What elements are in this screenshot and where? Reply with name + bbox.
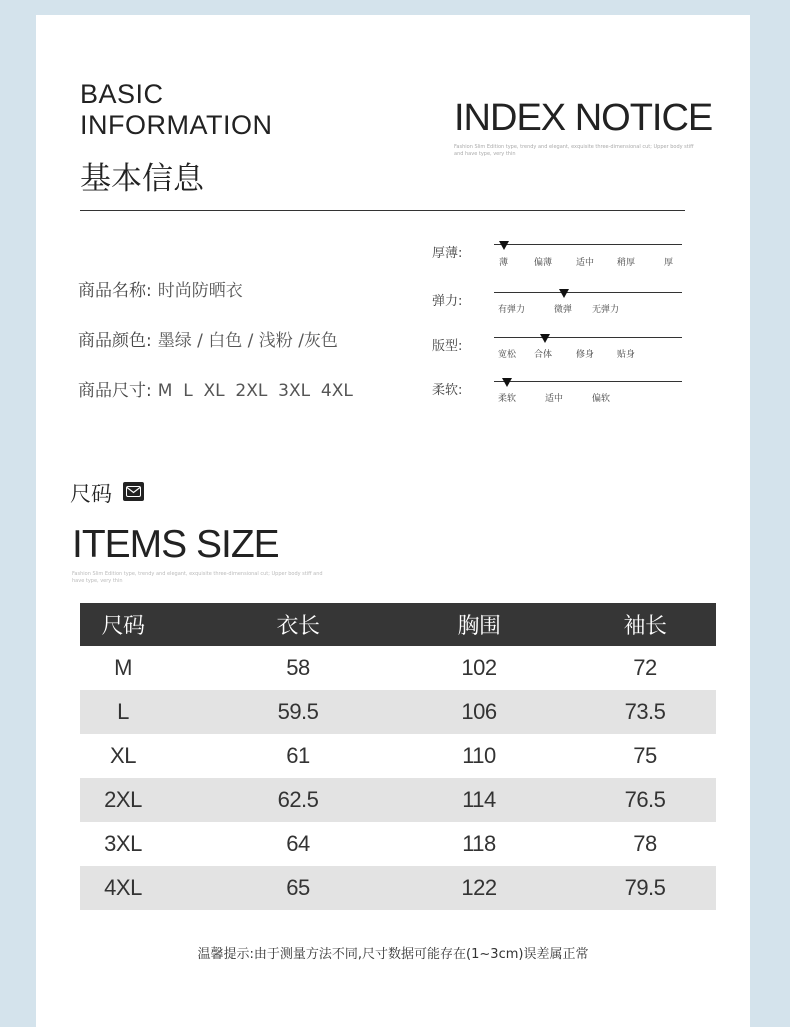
table-cell: 2XL	[104, 787, 142, 812]
indicator-softness-option: 柔软	[498, 394, 517, 404]
indicator-elasticity-marker	[559, 289, 569, 298]
indicator-elasticity-option: 微弹	[554, 305, 573, 315]
table-cell: 72	[633, 655, 657, 680]
indicator-elasticity-option: 有弹力	[498, 305, 526, 315]
table-cell: M	[114, 655, 132, 680]
table-cell: XL	[110, 743, 136, 768]
indicator-elasticity-scale	[494, 292, 682, 293]
header-cell: 尺码	[101, 614, 145, 639]
table-cell: 73.5	[624, 699, 666, 724]
basic-info-title-en: BASIC INFORMATION	[80, 79, 273, 140]
table-row	[80, 778, 716, 822]
product-name-label: 商品名称:	[78, 281, 152, 301]
size-table	[80, 603, 716, 910]
items-size-title: ITEMS SIZE	[72, 523, 279, 566]
product-size-value: M L XL 2XL 3XL 4XL	[157, 381, 353, 401]
measurement-footnote: 温馨提示:由于测量方法不同,尺寸数据可能存在(1~3cm)误差属正常	[197, 947, 589, 962]
table-cell: 102	[461, 655, 497, 680]
items-size-subtitle: Fashion Slim Edition type, trendy and elegant, exquisite three-dimensional cut; Upper body stiff and have type, very thin	[72, 571, 323, 584]
table-row	[80, 734, 716, 778]
table-row	[80, 646, 716, 690]
indicator-fit-option: 修身	[576, 350, 595, 360]
table-cell: L	[117, 699, 129, 724]
indicator-elasticity-option: 无弹力	[592, 305, 620, 315]
indicator-thickness-option: 稍厚	[617, 258, 636, 268]
table-cell: 114	[462, 787, 496, 812]
product-color-label: 商品颜色:	[78, 331, 152, 351]
indicator-thickness-option: 厚	[664, 258, 674, 268]
table-cell: 65	[286, 875, 310, 900]
table-cell: 64	[286, 831, 310, 856]
table-cell: 4XL	[104, 875, 142, 900]
indicator-fit-option: 合体	[534, 350, 553, 360]
table-cell: 110	[462, 743, 496, 768]
header-cell: 衣长	[276, 614, 320, 639]
table-row	[80, 822, 716, 866]
table-cell: 75	[633, 743, 657, 768]
table-cell: 79.5	[624, 875, 666, 900]
product-color-value: 墨绿 / 白色 / 浅粉 /灰色	[157, 331, 338, 351]
indicator-fit-marker	[540, 334, 550, 343]
indicator-softness-marker	[502, 378, 512, 387]
size-section-title-cn: 尺码	[70, 482, 112, 506]
table-cell: 59.5	[277, 699, 319, 724]
indicator-thickness-option: 薄	[499, 258, 509, 268]
product-name-value: 时尚防晒衣	[157, 281, 243, 301]
indicator-fit-option: 宽松	[498, 350, 517, 360]
indicator-fit-option: 贴身	[617, 350, 636, 360]
product-size-row	[78, 376, 353, 401]
indicator-fit-label: 版型:	[432, 339, 463, 354]
table-cell: 118	[462, 831, 496, 856]
table-row	[80, 690, 716, 734]
product-size-label: 商品尺寸:	[78, 381, 152, 401]
size-table-header	[80, 603, 716, 646]
indicator-elasticity-label: 弹力:	[432, 294, 463, 309]
table-cell: 58	[286, 655, 310, 680]
product-name-row	[78, 276, 243, 301]
table-cell: 3XL	[104, 831, 142, 856]
indicator-softness-label: 柔软:	[432, 383, 463, 398]
table-cell: 61	[286, 743, 310, 768]
indicator-thickness-option: 偏薄	[534, 258, 553, 268]
content-card	[36, 15, 750, 1027]
section-divider	[80, 210, 685, 211]
table-cell: 62.5	[277, 787, 319, 812]
header-cell: 袖长	[623, 614, 667, 639]
table-row	[80, 866, 716, 910]
basic-info-title-cn: 基本信息	[80, 161, 204, 197]
table-cell: 76.5	[624, 787, 666, 812]
table-cell: 78	[633, 831, 657, 856]
index-notice-title: INDEX NOTICE	[454, 97, 713, 139]
indicator-thickness-label: 厚薄:	[432, 246, 463, 261]
table-cell: 122	[461, 875, 497, 900]
indicator-softness-option: 偏软	[592, 394, 611, 404]
indicator-fit-scale	[494, 337, 682, 338]
table-cell: 106	[461, 699, 497, 724]
indicator-softness-option: 适中	[545, 394, 564, 404]
product-color-row	[78, 326, 338, 351]
indicator-thickness-option: 适中	[576, 258, 595, 268]
index-notice-subtitle: Fashion Slim Edition type, trendy and elegant, exquisite three-dimensional cut; Upper body stiff and have type, very thin	[454, 144, 694, 157]
header-cell: 胸围	[457, 614, 501, 639]
envelope-icon	[123, 482, 144, 501]
indicator-thickness-scale	[494, 244, 682, 245]
indicator-softness-scale	[494, 381, 682, 382]
indicator-thickness-marker	[499, 241, 509, 250]
